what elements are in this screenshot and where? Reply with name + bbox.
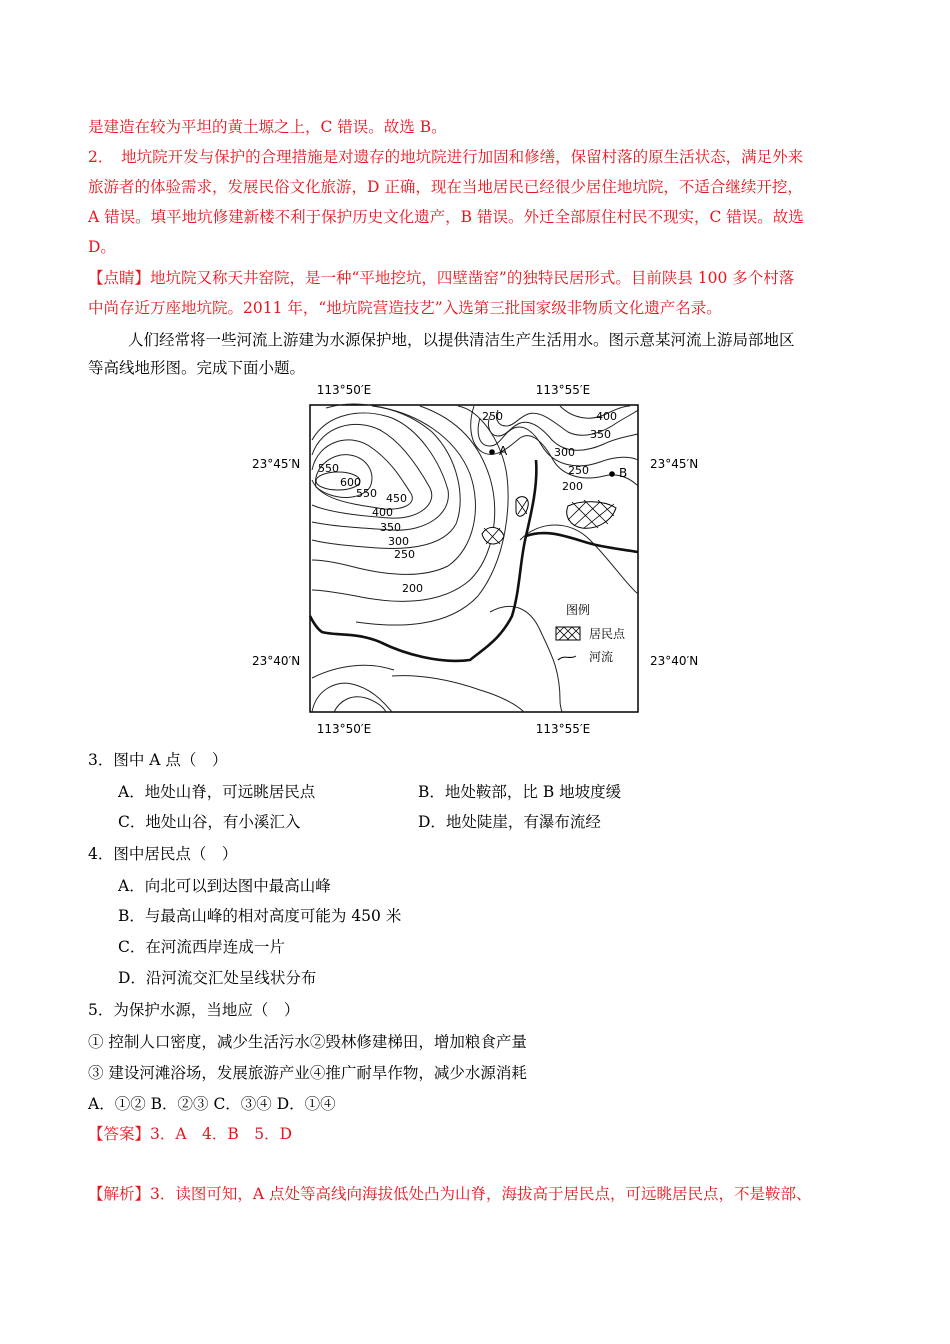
contour-lines [312, 404, 638, 712]
contour-s3 [392, 676, 524, 712]
point-b-marker [609, 471, 615, 477]
q5-options: A．①② B．②③ C．③④ D．①④ [88, 1095, 336, 1113]
analysis-line: 【解析】3．读图可知，A 点处等高线向海拔低处凸为山脊，海拔高于居民点，可远眺居民点，不是鞍部、 [88, 1185, 812, 1203]
lat-label-bottom-right: 23°40′N [650, 654, 699, 668]
map-legend [556, 602, 626, 664]
q3-option-a: A．地处山脊，可远眺居民点 [118, 783, 316, 801]
contour-200-se [490, 606, 562, 712]
answer-line-2: 2． 地坑院开发与保护的合理措施是对遗存的地坑院进行加固和修缮，保留村落的原生活状态，满足外来 [88, 148, 804, 166]
question-4: 4．图中居民点（ ） [88, 845, 238, 863]
contour-label-350: 350 [380, 521, 401, 534]
intro-line-2: 等高线地形图。完成下面小题。 [88, 359, 306, 377]
q5-statements-2: ③ 建设河滩浴场，发展旅游产业④推广耐旱作物，减少水源消耗 [88, 1064, 527, 1082]
q3-option-d: D．地处陡崖，有瀑布流经 [418, 813, 601, 831]
lat-label-top-left: 23°45′N [252, 457, 301, 471]
contour-label-200-e: 200 [562, 480, 583, 493]
contour-s2 [334, 697, 386, 712]
q5-statements-1: ① 控制人口密度，减少生活污水②毁林修建梯田，增加粮食产量 [88, 1033, 527, 1051]
contour-label-200: 200 [402, 582, 423, 595]
lat-label-top-right: 23°45′N [650, 457, 699, 471]
q3-option-c: C．地处山谷，有小溪汇入 [118, 813, 301, 831]
legend-river-label: 河流 [589, 650, 614, 664]
point-b-label: B [619, 466, 628, 480]
settlement-east [567, 502, 616, 529]
river-tributary [526, 533, 638, 552]
lon-label-top-left: 113°50′E [316, 383, 372, 397]
lon-label-bottom-left: 113°50′E [316, 722, 372, 736]
point-a-marker [489, 449, 495, 455]
contour-s4 [312, 665, 394, 678]
contour-label-250: 250 [394, 548, 415, 561]
contour-label-550: 550 [356, 487, 377, 500]
contour-label-350-ne: 350 [590, 428, 611, 441]
contour-label-300-ne: 300 [554, 446, 575, 459]
contour-label-400: 400 [372, 506, 393, 519]
answer-line-5: D。 [88, 238, 116, 256]
q4-option-d: D．沿河流交汇处呈线状分布 [118, 969, 317, 987]
dianjing-line-1: 【点睛】地坑院又称天井窑院，是一种“平地挖坑，四壁凿窑”的独特民居形式。目前陕县 100 多个村落 [88, 269, 795, 287]
q3-option-b: B．地处鞍部，比 B 地坡度缓 [418, 783, 622, 801]
legend-settlement-swatch [556, 627, 580, 640]
question-3: 3．图中 A 点（ ） [88, 751, 228, 769]
question-5: 5．为保护水源，当地应（ ） [88, 1001, 300, 1019]
lat-label-bottom-left: 23°40′N [252, 654, 301, 668]
q4-option-c: C．在河流西岸连成一片 [118, 938, 285, 956]
contour-200-e [520, 525, 638, 594]
map-frame [310, 405, 638, 712]
answer-key: 【答案】3．A 4．B 5．D [88, 1125, 293, 1143]
contour-label-600: 600 [340, 476, 361, 489]
settlements [482, 497, 616, 544]
answer-line-4: A 错误。填平地坑修建新楼不利于保护历史文化遗产，B 错误。外迁全部原住村民不现实，C 错误。故选 [88, 208, 804, 226]
q4-option-a: A．向北可以到达图中最高山峰 [118, 877, 331, 895]
legend-river-swatch [558, 656, 576, 660]
answer-line-1: 是建造在较为平坦的黄土塬之上，C 错误。故选 B。 [88, 118, 447, 136]
contour-label-250-ne: 250 [482, 410, 503, 423]
answer-line-3: 旅游者的体验需求，发展民俗文化旅游，D 正确，现在当地居民已经很少居住地坑院，不适合继续开挖， [88, 178, 803, 196]
lon-label-top-right: 113°55′E [535, 383, 591, 397]
legend-settlement-label: 居民点 [589, 627, 626, 641]
intro-line-1: 人们经常将一些河流上游建为水源保护地，以提供清洁生产生活用水。图示意某河流上游局部地区 [128, 331, 795, 349]
contour-label-300: 300 [388, 535, 409, 548]
contour-map [240, 380, 710, 740]
contour-label-550-west: 550 [318, 462, 339, 475]
point-a-label: A [499, 444, 508, 458]
contour-label-400-ne: 400 [596, 410, 617, 423]
legend-title: 图例 [565, 603, 591, 617]
q4-option-b: B．与最高山峰的相对高度可能为 450 米 [118, 907, 402, 925]
contour-400-ne [560, 406, 630, 418]
contour-label-250-e: 250 [568, 464, 589, 477]
dianjing-line-2: 中尚存近万座地坑院。2011 年，“地坑院营造技艺”入选第三批国家级非物质文化遗产名录。 [88, 299, 722, 317]
contour-label-450: 450 [386, 492, 407, 505]
lon-label-bottom-right: 113°55′E [535, 722, 591, 736]
